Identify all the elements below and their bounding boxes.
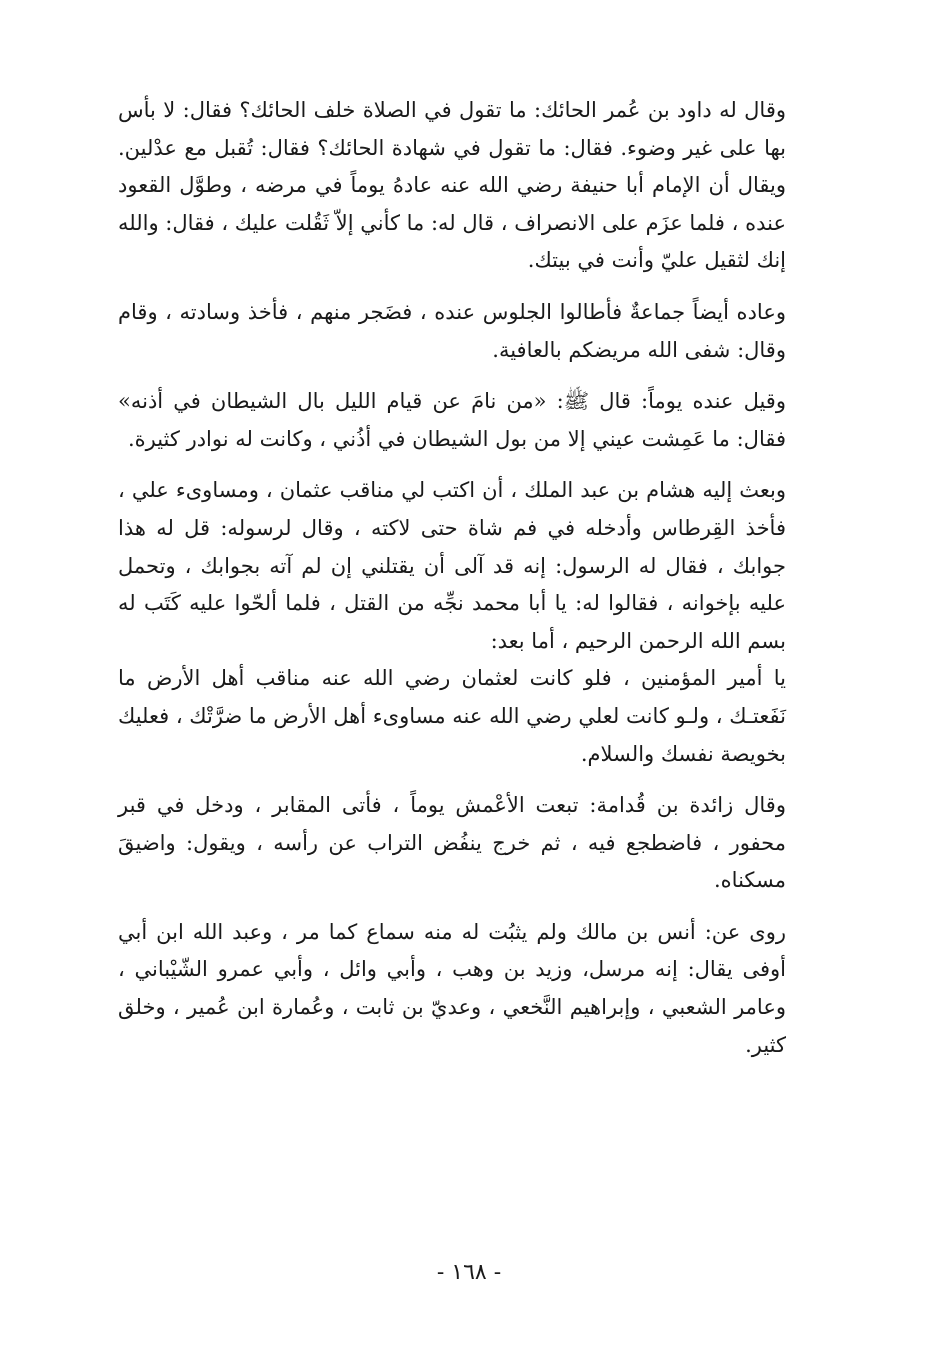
paragraph-2: وعاده أيضاً جماعةٌ فأطالوا الجلوس عنده ، فضَجر منهم ، فأخذ وسادته ، وقام وقال: شفى الله مريضكم بالعافية. bbox=[118, 299, 786, 362]
paragraph-1: وقال له داود بن عُمر الحائك: ما تقول في الصلاة خلف الحائك؟ فقال: لا بأس بها على غير وضوء. فقال: ما تقول في شهادة الحائك؟ فقال: تُقبل مع عدْلين. ويقال أن الإمام أبا حنيفة رضي الله عنه عادهُ يوماً في مرضه ، وطوَّل القعود عنده ، فلما عزَم على الانصراف ، قال له: ما كأني إلاّ ثَقُلت عليك ، فقال: والله إنك لثقيل عليّ وأنت في بيتك. bbox=[118, 98, 786, 273]
paragraph-4: وبعث إليه هشام بن عبد الملك ، أن اكتب لي مناقب عثمان ، ومساوىء علي ، فأخذ القِرطاس وأدخله في فم شاة حتى لاكته ، وقال لرسوله: قل له هذا جوابك ، فقال له الرسول: إنه قد آلى أن يقتلني إن لم آته بجوابك ، وتحمل عليه بإخوانه ، فقالوا له: يا أبا محمد نجِّه من القتل ، فلما ألحّوا عليه كَتَب له بسم الله الرحمن الرحيم ، أما بعد: bbox=[118, 478, 786, 653]
page-number: - ١٦٨ - bbox=[436, 1260, 502, 1285]
paragraph-3: وقيل عنده يوماً: قال ﷺ: «من نامَ عن قيام الليل بال الشيطان في أذنه» فقال: ما عَمِشت عيني إلا من بول الشيطان في أذُني ، وكانت له نوادر كثيرة. bbox=[118, 389, 786, 451]
paragraph-5: يا أمير المؤمنين ، فلو كانت لعثمان رضي الله عنه مناقب أهل الأرض ما نَفَعتـك ، ولـو كانت لعلي رضي الله عنه مساوىء أهل الأرض ما ضرَّتْك ، فعليك بخويصة نفسك والسلام. bbox=[118, 666, 786, 766]
paragraph-6: وقال زائدة بن قُدامة: تبعت الأعْمش يوماً ، فأتى المقابر ، ودخل في قبر محفور ، فاضطجع فيه ، ثم خرج ينفُض التراب عن رأسه ، ويقول: واضيقَ مسكناه. bbox=[118, 793, 786, 893]
page-text bbox=[118, 92, 786, 1064]
paragraph-7: روى عن: أنس بن مالك ولم يثبُت له منه سماع كما مر ، وعبد الله ابن أبي أوفى يقال: إنه مرسل، وزيد بن وهب ، وأبي وائل ، وأبي عمرو الشّيْباني ، وعامر الشعبي ، وإبراهيم النَّخعي ، وعديّ بن ثابت ، وعُمارة ابن عُمير ، وخلق كثير. bbox=[118, 919, 786, 1057]
